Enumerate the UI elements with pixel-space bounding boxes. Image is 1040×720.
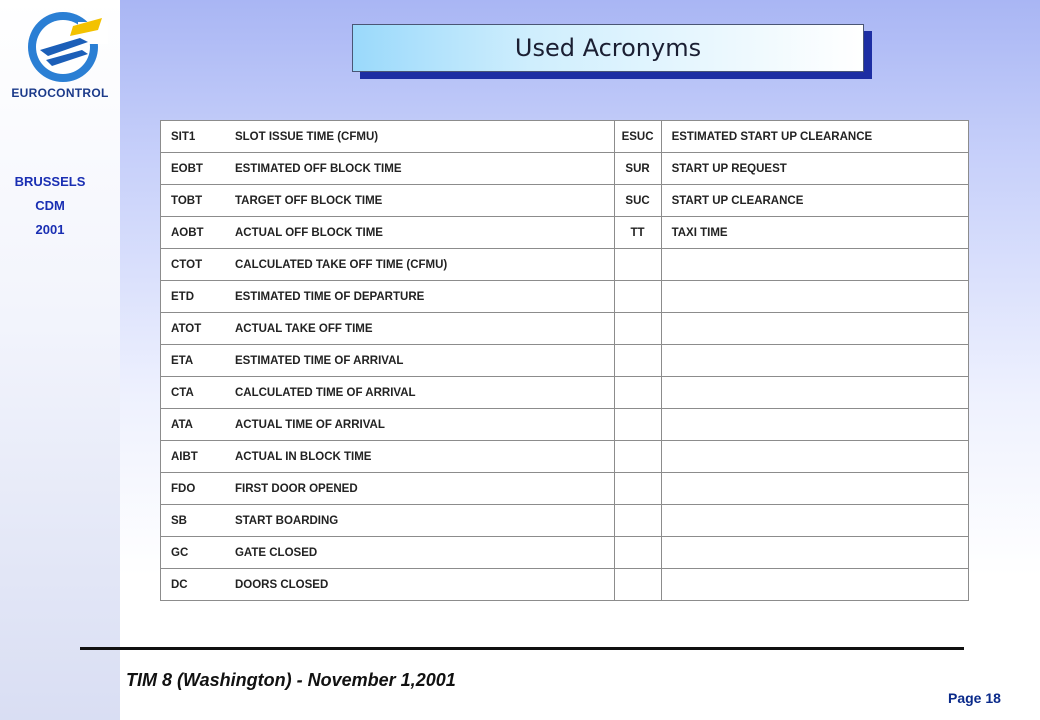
meaning-cell-2 (661, 505, 968, 537)
acronym-cell: CTA (161, 377, 233, 409)
table-row (161, 409, 969, 441)
meaning-cell: CALCULATED TIME OF ARRIVAL (233, 377, 614, 409)
title-box (352, 24, 864, 72)
meaning-cell-2 (661, 537, 968, 569)
footer-divider (80, 647, 964, 650)
acronym-cell: ETA (161, 345, 233, 377)
footer-meeting: TIM 8 (Washington) - November 1,2001 (126, 670, 456, 690)
meaning-cell: SLOT ISSUE TIME (CFMU) (233, 121, 614, 153)
meaning-cell: ESTIMATED TIME OF ARRIVAL (233, 345, 614, 377)
acronym-cell-2 (614, 537, 661, 569)
table-row (161, 313, 969, 345)
meaning-cell-2 (661, 409, 968, 441)
acronym-cell: SB (161, 505, 233, 537)
acronym-cell: TOBT (161, 185, 233, 217)
meaning-cell: TARGET OFF BLOCK TIME (233, 185, 614, 217)
meaning-cell-2 (661, 345, 968, 377)
acronym-cell-2: SUC (614, 185, 661, 217)
table-row (161, 537, 969, 569)
meaning-cell: FIRST DOOR OPENED (233, 473, 614, 505)
acronym-cell-2: TT (614, 217, 661, 249)
meaning-cell: ESTIMATED OFF BLOCK TIME (233, 153, 614, 185)
meaning-cell-2 (661, 473, 968, 505)
meaning-cell-2 (661, 249, 968, 281)
meaning-cell-2: START UP REQUEST (661, 153, 968, 185)
meaning-cell-2: START UP CLEARANCE (661, 185, 968, 217)
acronyms-table (160, 120, 969, 601)
acronym-cell: ETD (161, 281, 233, 313)
event-label: CDM (35, 198, 65, 213)
meaning-cell: ACTUAL TIME OF ARRIVAL (233, 409, 614, 441)
acronym-cell-2 (614, 377, 661, 409)
acronym-cell-2 (614, 313, 661, 345)
acronym-cell: FDO (161, 473, 233, 505)
acronym-cell-2 (614, 569, 661, 601)
acronym-cell-2 (614, 345, 661, 377)
acronym-cell: DC (161, 569, 233, 601)
page-number: Page 18 (948, 690, 1001, 706)
table-row (161, 153, 969, 185)
eurocontrol-logo-icon (18, 8, 108, 86)
table-row (161, 473, 969, 505)
meaning-cell: GATE CLOSED (233, 537, 614, 569)
acronym-cell-2 (614, 441, 661, 473)
acronym-cell: ATOT (161, 313, 233, 345)
table-row (161, 377, 969, 409)
logo-text: EUROCONTROL (11, 86, 109, 100)
table-row (161, 345, 969, 377)
meaning-cell: ACTUAL OFF BLOCK TIME (233, 217, 614, 249)
meaning-cell: ACTUAL TAKE OFF TIME (233, 313, 614, 345)
meaning-cell: ACTUAL IN BLOCK TIME (233, 441, 614, 473)
acronym-cell-2 (614, 473, 661, 505)
meaning-cell-2: ESTIMATED START UP CLEARANCE (661, 121, 968, 153)
table-row (161, 185, 969, 217)
meaning-cell: DOORS CLOSED (233, 569, 614, 601)
table-row (161, 281, 969, 313)
table-row (161, 217, 969, 249)
meaning-cell: START BOARDING (233, 505, 614, 537)
acronym-cell: GC (161, 537, 233, 569)
page-title: Used Acronyms (514, 34, 702, 62)
meaning-cell-2 (661, 313, 968, 345)
acronym-cell: CTOT (161, 249, 233, 281)
table-row (161, 441, 969, 473)
meaning-cell-2 (661, 377, 968, 409)
acronym-cell-2 (614, 409, 661, 441)
acronym-cell: AIBT (161, 441, 233, 473)
acronym-cell-2 (614, 281, 661, 313)
table-row (161, 121, 969, 153)
table-row (161, 569, 969, 601)
acronym-cell: SIT1 (161, 121, 233, 153)
meaning-cell: CALCULATED TAKE OFF TIME (CFMU) (233, 249, 614, 281)
acronym-cell: EOBT (161, 153, 233, 185)
year-label: 2001 (35, 222, 65, 237)
location-label: BRUSSELS (14, 174, 86, 189)
meaning-cell-2 (661, 569, 968, 601)
table-row (161, 505, 969, 537)
table-row (161, 249, 969, 281)
event-info (0, 170, 100, 242)
acronym-cell-2 (614, 249, 661, 281)
meaning-cell: ESTIMATED TIME OF DEPARTURE (233, 281, 614, 313)
acronym-cell-2 (614, 505, 661, 537)
meaning-cell-2 (661, 441, 968, 473)
acronym-cell-2: ESUC (614, 121, 661, 153)
acronym-cell: AOBT (161, 217, 233, 249)
meaning-cell-2 (661, 281, 968, 313)
acronym-cell-2: SUR (614, 153, 661, 185)
meaning-cell-2: TAXI TIME (661, 217, 968, 249)
acronym-cell: ATA (161, 409, 233, 441)
sidebar (0, 0, 120, 720)
